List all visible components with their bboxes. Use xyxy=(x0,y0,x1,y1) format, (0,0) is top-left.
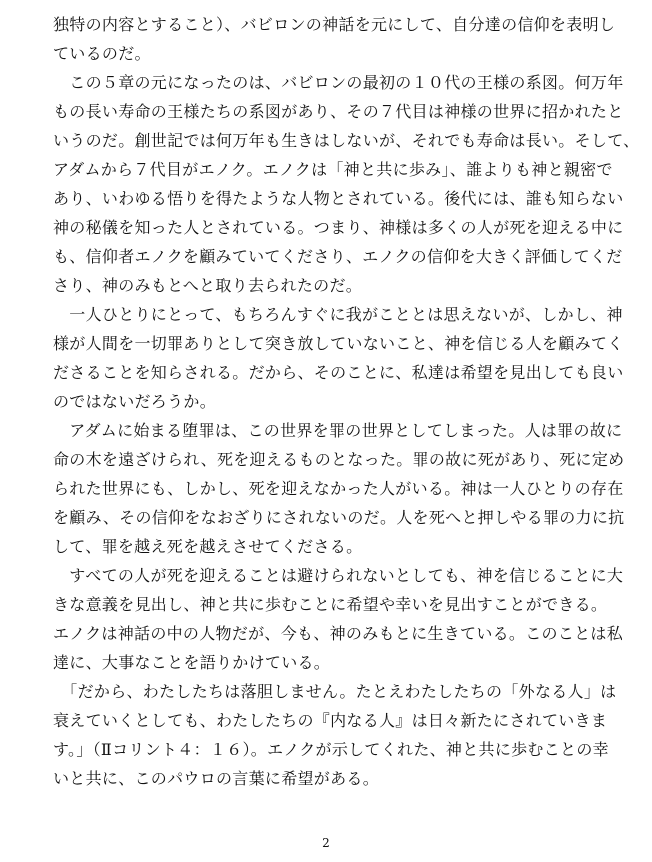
body-line: 神の秘儀を知った人とされている。つまり、神様は多くの人が死を迎える中に xyxy=(53,218,624,237)
body-line: を顧み、その信仰をなおざりにされないのだ。人を死へと押しやる罪の力に抗 xyxy=(53,508,625,527)
body-line: られた世界にも、しかし、死を迎えなかった人がいる。神は一人ひとりの存在 xyxy=(53,479,624,498)
body-line: あり、いわゆる悟りを得たような人物とされている。後代には、誰も知らない xyxy=(53,189,624,208)
body-line: いと共に、このパウロの言葉に希望がある。 xyxy=(53,769,380,788)
body-line: いうのだ。創世記では何万年も生きはしないが、それでも寿命は長い。そして、 xyxy=(53,131,640,150)
body-line: して、罪を越え死を越えさせてくださる。 xyxy=(53,537,363,556)
body-line: も、信仰者エノクを顧みていてくださり、エノクの信仰を大きく評価してくだ xyxy=(53,247,623,266)
body-line: す。」（Ⅱコリント４：１６）。エノクが示してくれた、神と共に歩むことの幸 xyxy=(53,740,609,759)
body-line: 達に、大事なことを語りかけている。 xyxy=(53,653,331,672)
body-line: 「だから、わたしたちは落胆しません。たとえわたしたちの「外なる人」は xyxy=(53,682,617,701)
body-line: この５章の元になったのは、バビロンの最初の１０代の王様の系図。何万年 xyxy=(53,73,624,92)
body-line: すべての人が死を迎えることは避けられないとしても、神を信じることに大 xyxy=(53,566,624,585)
body-line: もの長い寿命の王様たちの系図があり、その７代目は神様の世界に招かれたと xyxy=(53,102,624,121)
body-line: 独特の内容とすること）、バビロンの神話を元にして、自分達の信仰を表明し xyxy=(53,15,616,34)
body-line: さり、神のみもとへと取り去られたのだ。 xyxy=(53,276,363,295)
body-line: 様が人間を一切罪ありとして突き放していないこと、神を信じる人を顧みてく xyxy=(53,334,624,353)
body-line: のではないだろうか。 xyxy=(53,392,217,411)
body-line: アダムに始まる堕罪は、この世界を罪の世界としてしまった。人は罪の故に xyxy=(53,421,623,440)
page-number: 2 xyxy=(322,836,330,850)
body-line: 一人ひとりにとって、もちろんすぐに我がこととは思えないが、しかし、神 xyxy=(53,305,623,324)
body-line: エノクは神話の中の人物だが、今も、神のみもとに生きている。このことは私 xyxy=(53,624,624,643)
body-line: ださることを知らされる。だから、そのことに、私達は希望を見出しても良い xyxy=(53,363,624,382)
body-line: 命の木を遠ざけられ、死を迎えるものとなった。罪の故に死があり、死に定め xyxy=(53,450,625,469)
body-line: きな意義を見出し、神と共に歩むことに希望や幸いを見出すことができる。 xyxy=(53,595,608,614)
body-line: 衰えていくとしても、わたしたちの『内なる人』は日々新たにされていきま xyxy=(53,711,608,730)
body-line: ているのだ。 xyxy=(53,44,151,63)
body-line: アダムから７代目がエノク。エノクは「神と共に歩み」、誰よりも神と親密で xyxy=(53,160,613,179)
